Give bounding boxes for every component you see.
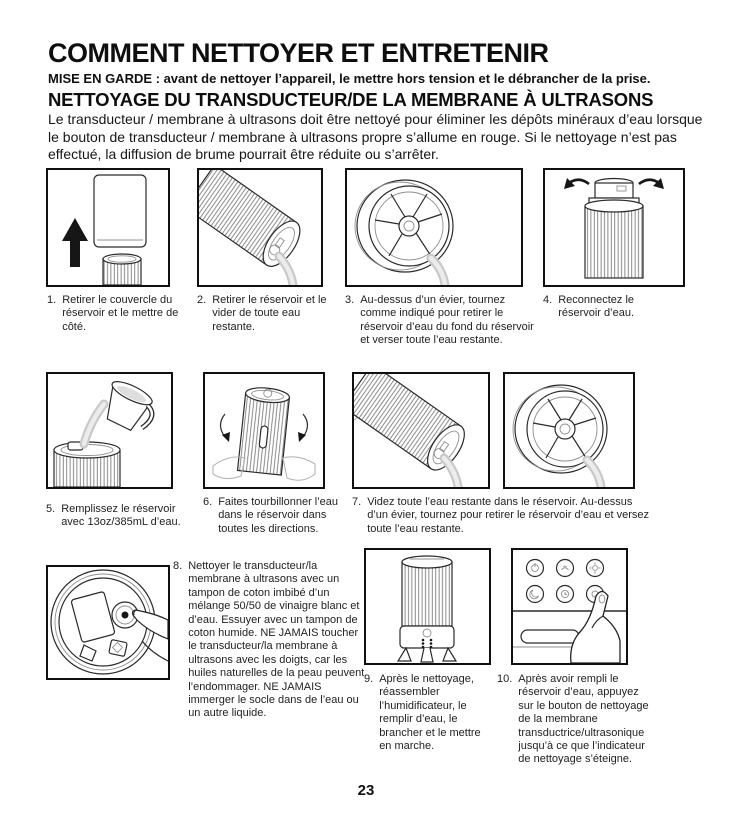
step-7-figure-b [503,372,635,489]
step-text: Videz toute l’eau restante dans le réservoir. Au-dessus d’un évier, tournez pour retirer le réservoir d’eau et versez toute l’eau restante. [367,496,650,535]
step-number: 8. [173,560,183,572]
step-text: Remplissez le réservoir avec 13oz/385mL d’eau. [61,503,181,529]
step-number: 6. [203,496,213,508]
step-8-figure [46,565,170,680]
reservoir-body-graphic [585,206,643,278]
swirl-water-illustration [205,374,323,487]
pour-out-reservoir-illustration [354,374,488,487]
lift-cover-illustration [48,170,168,285]
page-number: 23 [357,782,375,799]
swirl-arrow-left-icon [221,414,226,437]
reconnect-tank-illustration [545,170,683,285]
page-title: COMMENT NETTOYER ET ENTRETENIR [48,38,549,68]
pour-out-bottom-illustration [505,374,633,487]
step-number: 4. [543,294,553,306]
step-9-caption [364,673,489,753]
step-number: 2. [197,294,207,306]
step-9-figure [364,548,491,665]
fill-reservoir-illustration [48,374,171,487]
step-4-figure [543,168,685,287]
pressing-finger-graphic [571,592,620,664]
step-6-figure [203,372,325,489]
power-button-icon [527,560,544,577]
step-text: Retirer le réservoir et le vider de toute eau restante. [212,294,327,333]
step-text: Retirer le couvercle du réservoir et le mettre de côté. [62,294,179,333]
step-number: 9. [364,673,374,685]
warning-text: MISE EN GARDE : avant de nettoyer l’appareil, le mettre hors tension et le débrancher de la prise. [48,71,651,86]
arrow-up-icon [62,218,88,267]
step-1-caption [47,294,185,334]
step-number: 10. [497,673,513,685]
step-2-figure [197,168,323,287]
step-3-caption [345,294,540,348]
step-3-figure [345,168,523,287]
step-number: 5. [46,503,56,515]
step-2-caption [197,294,337,334]
tipped-reservoir-graphic [354,374,472,476]
step-7-figure-a [352,372,490,489]
leg-detail [398,648,411,661]
drain-detail [109,639,128,656]
assembled-humidifier-illustration [366,550,489,663]
tank-cover-graphic [94,175,146,247]
step-text: Nettoyer le transducteur/la membrane à ultrasons avec un tampon de coton imbibé d’un mélange 50/50 de vinaigre blanc et d’eau. Essuyer avec un tampon de coton humide. NE JAMAIS toucher le transducteur/la membrane à ultrasons avec les doigts, car les huiles naturelles de la peau peuvent l’endommager. NE JAMAIS immerger le socle dans de l’eau ou un autre liquide. [188,560,365,720]
light-button-icon [587,560,604,577]
section-heading: NETTOYAGE DU TRANSDUCTEUR/DE LA MEMBRANE À ULTRASONS [48,89,654,110]
step-7-caption [352,496,652,536]
night-mode-button-icon [527,586,544,603]
control-panel-graphic [513,560,626,612]
step-number: 1. [47,294,57,306]
vent-slot-detail [521,630,579,643]
clean-transducer-illustration [48,567,168,678]
step-number: 7. [352,496,362,508]
reservoir-graphic [238,386,291,475]
step-10-caption [497,673,657,767]
step-text: Au-dessus d’un évier, tournez comme indiqué pour retirer le réservoir d’eau du fond du réservoir et verser toute l’eau restante. [360,294,534,347]
step-10-figure [511,548,628,665]
step-5-figure [46,372,173,489]
step-text: Après avoir rempli le réservoir d’eau, appuyez sur le bouton de nettoyage de la membrane transductrice/ultrasonique jusqu’à ce que l’indicateur de nettoyage s’éteigne. [518,673,649,766]
step-8-caption [173,560,368,721]
step-1-figure [46,168,170,287]
tipped-reservoir-graphic [199,170,307,272]
step-text: Après le nettoyage, réassembler l’humidificateur, le remplir d’eau, le brancher et le mettre en marche. [379,673,481,753]
step-number: 3. [345,294,355,306]
step-4-caption [543,294,678,321]
empty-reservoir-illustration [199,170,321,285]
step-5-caption [46,503,196,530]
swirl-arrow-right-icon [303,414,308,437]
step-6-caption [203,496,355,536]
intro-paragraph: Le transducteur / membrane à ultrasons doit être nettoyé pour éliminer les dépôts minéraux d’eau lorsque le bouton de transducteur / membrane à ultrasons propre s’allume en rouge. Si le nettoyage n’est pas effectué, la diffusion de brume pourrait être réduite ou s’arrêter. [48,111,703,162]
step-text: Reconnectez le réservoir d’eau. [558,294,635,320]
humidifier-body-graphic [402,562,452,626]
remove-tank-bottom-illustration [347,170,521,285]
step-text: Faites tourbillonner l’eau dans le réservoir dans toutes les directions. [218,496,339,535]
press-clean-button-illustration [513,550,626,663]
